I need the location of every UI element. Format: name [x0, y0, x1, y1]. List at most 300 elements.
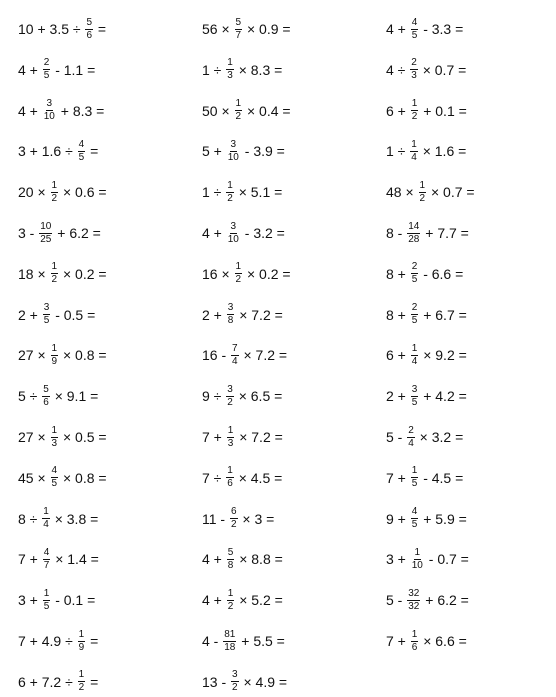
- fraction-numerator: 2: [411, 261, 418, 273]
- fraction-numerator: 7: [232, 342, 238, 354]
- problem-text: 7 ÷: [202, 469, 226, 486]
- math-problem: [386, 381, 467, 411]
- fraction-denominator: 28: [408, 233, 420, 245]
- math-problem: [202, 381, 282, 411]
- fraction: [226, 466, 234, 489]
- problem-text: × 5.1 =: [234, 184, 283, 201]
- problem-text: × 0.8 =: [59, 469, 107, 486]
- fraction-numerator: 1: [227, 465, 233, 477]
- fraction: [407, 589, 420, 612]
- fraction-numerator: 4: [78, 138, 85, 150]
- problem-text: - 0.7 =: [424, 551, 469, 568]
- math-problem: [386, 463, 463, 493]
- fraction: [411, 466, 419, 489]
- fraction-numerator: 1: [227, 424, 234, 436]
- fraction-denominator: 5: [411, 315, 418, 327]
- problem-text: 56 ×: [202, 21, 234, 37]
- math-problem: [18, 422, 107, 452]
- problem-text: 8 -: [386, 225, 407, 241]
- problem-text: × 7.2 =: [239, 347, 288, 364]
- fraction: [226, 385, 234, 408]
- problem-text: + 8.3 =: [56, 102, 105, 119]
- fraction-numerator: 3: [43, 302, 50, 314]
- fraction-denominator: 32: [408, 600, 420, 612]
- fraction-numerator: 3: [232, 669, 238, 681]
- fraction: [411, 99, 419, 122]
- problem-text: - 4.5 =: [419, 469, 464, 486]
- fraction: [231, 344, 239, 367]
- fraction-denominator: 2: [51, 274, 58, 286]
- fraction-denominator: 10: [411, 559, 423, 571]
- fraction-numerator: 1: [43, 587, 50, 599]
- problem-text: 3 -: [18, 225, 39, 241]
- fraction: [43, 589, 51, 612]
- fraction: [419, 181, 427, 204]
- fraction-denominator: 2: [227, 396, 233, 408]
- fraction-numerator: 6: [230, 506, 237, 518]
- fraction: [51, 344, 59, 367]
- fraction-denominator: 5: [411, 478, 418, 490]
- fraction-numerator: 1: [51, 179, 58, 191]
- math-problem: [202, 422, 283, 452]
- problem-text: × 1.6 =: [418, 143, 467, 160]
- fraction: [227, 548, 235, 571]
- math-problem: [202, 136, 285, 166]
- fraction-denominator: 6: [411, 641, 418, 653]
- fraction-numerator: 3: [46, 98, 53, 110]
- fraction-denominator: 5: [411, 396, 418, 408]
- problem-text: 45 ×: [18, 469, 50, 486]
- problem-text: - 3.2 =: [240, 225, 285, 241]
- problem-text: 11 -: [202, 510, 229, 527]
- fraction: [78, 630, 86, 653]
- fraction-denominator: 2: [411, 111, 418, 123]
- fraction-denominator: 4: [232, 355, 238, 367]
- math-problem: [18, 340, 107, 370]
- fraction: [411, 344, 419, 367]
- problem-text: 4 +: [202, 225, 226, 241]
- fraction-numerator: 2: [411, 57, 417, 69]
- fraction: [43, 548, 51, 571]
- math-problem: [202, 259, 291, 289]
- fraction-denominator: 2: [419, 192, 426, 204]
- math-problem: [202, 504, 274, 534]
- math-problem: [202, 544, 283, 574]
- math-problem: [386, 136, 466, 166]
- problem-text: × 8.8 =: [235, 551, 283, 568]
- fraction: [407, 426, 415, 449]
- fraction-numerator: 1: [43, 506, 49, 518]
- fraction-numerator: 5: [43, 383, 49, 395]
- fraction-numerator: 1: [227, 57, 233, 69]
- problem-text: + 7.7 =: [421, 225, 469, 241]
- fraction-denominator: 6: [43, 396, 49, 408]
- problem-text: × 0.9 =: [243, 21, 291, 37]
- fraction: [235, 99, 243, 122]
- fraction: [43, 99, 56, 122]
- fraction: [227, 589, 235, 612]
- fraction-numerator: 1: [419, 179, 426, 191]
- problem-text: - 6.6 =: [419, 265, 464, 282]
- fraction-denominator: 9: [78, 641, 85, 653]
- math-problem: [386, 544, 469, 574]
- fraction-denominator: 2: [227, 600, 234, 612]
- fraction-denominator: 5: [411, 274, 418, 286]
- problem-text: + 0.1 =: [419, 102, 467, 119]
- fraction: [51, 466, 59, 489]
- problem-text: × 6.6 =: [419, 633, 467, 649]
- fraction-denominator: 3: [51, 437, 58, 449]
- problem-text: 50 ×: [202, 102, 234, 119]
- math-problem: [386, 14, 463, 44]
- fraction-denominator: 9: [51, 355, 58, 367]
- problem-text: × 7.2 =: [235, 306, 283, 323]
- problem-text: × 3 =: [238, 510, 275, 527]
- fraction: [51, 262, 59, 285]
- math-problem: [386, 422, 463, 452]
- problem-text: × 0.7 =: [418, 61, 467, 78]
- fraction-numerator: 3: [227, 302, 234, 314]
- fraction: [85, 18, 93, 41]
- fraction-numerator: 32: [408, 587, 420, 599]
- fraction: [410, 58, 418, 81]
- fraction-numerator: 2: [408, 424, 414, 436]
- math-problem: [386, 585, 469, 615]
- problem-text: 4 +: [386, 21, 410, 37]
- problem-text: 7 + 4.9 ÷: [18, 633, 77, 649]
- fraction-denominator: 2: [235, 111, 242, 123]
- fraction-denominator: 4: [411, 355, 418, 367]
- fraction-denominator: 10: [43, 111, 55, 123]
- fraction-denominator: 3: [227, 70, 233, 82]
- math-problem: [18, 504, 98, 534]
- fraction-denominator: 25: [40, 233, 52, 245]
- fraction-numerator: 1: [51, 342, 58, 354]
- fraction-numerator: 5: [86, 16, 93, 28]
- problem-text: + 5.5 =: [237, 633, 285, 649]
- fraction: [226, 181, 234, 204]
- fraction-denominator: 4: [411, 151, 417, 163]
- fraction: [411, 630, 419, 653]
- fraction-numerator: 3: [227, 383, 233, 395]
- math-problem: [202, 218, 285, 248]
- fraction-denominator: 4: [408, 437, 414, 449]
- problem-text: 27 ×: [18, 429, 50, 445]
- problem-text: 8 +: [386, 306, 410, 323]
- math-problem: [18, 96, 104, 126]
- fraction-denominator: 2: [51, 192, 58, 204]
- fraction: [411, 548, 424, 571]
- problem-text: 9 +: [386, 510, 410, 527]
- problem-text: =: [94, 21, 107, 37]
- problem-text: × 4.9 =: [239, 673, 288, 690]
- problem-text: - 1.1 =: [51, 61, 96, 78]
- problem-text: × 7.2 =: [235, 429, 283, 445]
- math-problem: [18, 544, 99, 574]
- fraction-numerator: 1: [411, 98, 418, 110]
- fraction: [42, 507, 50, 530]
- fraction-numerator: 5: [227, 546, 234, 558]
- fraction-denominator: 3: [411, 70, 417, 82]
- problem-text: 7 +: [18, 551, 42, 568]
- fraction-denominator: 2: [235, 274, 242, 286]
- fraction-denominator: 5: [411, 519, 418, 531]
- fraction-numerator: 1: [78, 669, 85, 681]
- math-problem: [386, 300, 467, 330]
- fraction-denominator: 10: [227, 151, 239, 163]
- fraction-denominator: 10: [227, 233, 239, 245]
- fraction-numerator: 1: [414, 546, 421, 558]
- problem-text: 16 ×: [202, 265, 234, 282]
- fraction-denominator: 8: [227, 559, 234, 571]
- fraction: [411, 507, 419, 530]
- problem-text: × 0.2 =: [59, 265, 107, 282]
- problem-text: 7 +: [386, 633, 410, 649]
- problem-text: × 1.4 =: [51, 551, 99, 568]
- fraction-numerator: 5: [235, 16, 242, 28]
- fraction-denominator: 4: [43, 519, 49, 531]
- fraction-numerator: 1: [51, 424, 58, 436]
- problem-text: 2 +: [386, 388, 410, 405]
- problem-text: 8 ÷: [18, 510, 42, 527]
- math-problem: [202, 177, 282, 207]
- problem-text: × 3.2 =: [415, 429, 464, 445]
- math-problem: [18, 585, 95, 615]
- problem-text: 4 +: [18, 61, 42, 78]
- problem-text: 5 ÷: [18, 388, 42, 405]
- fraction: [43, 58, 51, 81]
- fraction-denominator: 7: [43, 559, 50, 571]
- fraction-numerator: 4: [411, 16, 418, 28]
- fraction: [78, 140, 86, 163]
- problem-text: 3 +: [18, 592, 42, 609]
- fraction-denominator: 2: [78, 682, 85, 694]
- math-problem: [18, 55, 95, 85]
- fraction-numerator: 4: [411, 506, 418, 518]
- problem-text: 3 + 1.6 ÷: [18, 143, 77, 160]
- fraction: [39, 222, 52, 245]
- fraction: [235, 262, 243, 285]
- math-problem: [18, 463, 107, 493]
- problem-text: × 9.2 =: [419, 347, 467, 364]
- problem-text: 4 +: [202, 551, 226, 568]
- problem-text: 1 ÷: [386, 143, 410, 160]
- problem-text: × 9.1 =: [50, 388, 99, 405]
- problem-text: 4 +: [202, 592, 226, 609]
- problem-text: × 0.2 =: [243, 265, 291, 282]
- fraction-denominator: 5: [43, 70, 50, 82]
- fraction-numerator: 1: [235, 98, 242, 110]
- fraction: [227, 140, 240, 163]
- problem-text: 7 +: [386, 469, 410, 486]
- fraction: [230, 507, 238, 530]
- problem-text: 4 +: [18, 102, 42, 119]
- problem-text: + 6.7 =: [419, 306, 467, 323]
- fraction-denominator: 18: [224, 641, 236, 653]
- problem-text: + 6.2 =: [421, 592, 469, 609]
- problem-text: 48 ×: [386, 184, 418, 201]
- fraction-numerator: 3: [411, 383, 418, 395]
- problem-text: 6 +: [386, 102, 410, 119]
- math-problem: [202, 14, 291, 44]
- fraction-denominator: 5: [43, 600, 50, 612]
- math-problem: [202, 463, 282, 493]
- problem-text: 8 +: [386, 265, 410, 282]
- fraction-numerator: 1: [411, 465, 418, 477]
- fraction-denominator: 7: [235, 29, 242, 41]
- problem-text: 18 ×: [18, 265, 50, 282]
- fraction-numerator: 81: [224, 628, 236, 640]
- fraction: [410, 140, 418, 163]
- problem-text: + 6.2 =: [53, 225, 101, 241]
- problem-text: =: [86, 633, 99, 649]
- problem-text: - 0.5 =: [51, 306, 96, 323]
- fraction: [42, 385, 50, 408]
- fraction-numerator: 4: [51, 465, 58, 477]
- problem-text: - 3.9 =: [240, 143, 285, 160]
- math-problem: [386, 55, 466, 85]
- math-problem: [18, 381, 98, 411]
- math-problem: [386, 177, 475, 207]
- problem-text: 27 ×: [18, 347, 50, 364]
- problem-text: 13 -: [202, 673, 231, 690]
- math-problem: [202, 585, 283, 615]
- fraction: [411, 18, 419, 41]
- problem-text: × 0.6 =: [59, 184, 107, 201]
- problem-text: × 8.3 =: [234, 61, 283, 78]
- problem-text: × 0.8 =: [59, 347, 107, 364]
- problem-text: × 0.7 =: [427, 184, 475, 201]
- problem-text: =: [86, 143, 99, 160]
- problem-text: × 4.5 =: [234, 469, 283, 486]
- problem-text: 5 -: [386, 592, 407, 609]
- math-problem: [18, 259, 107, 289]
- fraction-numerator: 10: [40, 220, 52, 232]
- fraction: [411, 303, 419, 326]
- fraction-numerator: 2: [411, 302, 418, 314]
- fraction: [223, 630, 236, 653]
- fraction-numerator: 1: [227, 587, 234, 599]
- fraction-denominator: 2: [232, 682, 238, 694]
- math-problem: [386, 504, 467, 534]
- problem-text: 4 -: [202, 633, 223, 649]
- problem-text: 6 + 7.2 ÷: [18, 673, 77, 690]
- math-problem: [202, 55, 282, 85]
- problem-text: × 3.8 =: [50, 510, 99, 527]
- problem-text: 6 +: [386, 347, 410, 364]
- math-problem: [386, 626, 467, 656]
- math-problem: [18, 14, 106, 44]
- math-problem: [202, 667, 287, 697]
- problem-text: 20 ×: [18, 184, 50, 201]
- fraction: [235, 18, 243, 41]
- fraction-numerator: 1: [235, 261, 242, 273]
- fraction-numerator: 1: [411, 342, 418, 354]
- problem-text: 1 ÷: [202, 184, 226, 201]
- math-problem: [18, 136, 98, 166]
- fraction: [407, 222, 420, 245]
- problem-text: + 5.9 =: [419, 510, 467, 527]
- problem-text: + 4.2 =: [419, 388, 467, 405]
- math-problem: [202, 626, 285, 656]
- problem-text: - 3.3 =: [419, 21, 464, 37]
- fraction-numerator: 1: [227, 179, 233, 191]
- problem-text: 10 + 3.5 ÷: [18, 21, 85, 37]
- math-problem: [386, 340, 467, 370]
- fraction: [226, 58, 234, 81]
- fraction: [43, 303, 51, 326]
- fraction: [51, 181, 59, 204]
- math-problem: [386, 96, 467, 126]
- problem-text: 7 +: [202, 429, 226, 445]
- fraction: [411, 262, 419, 285]
- problem-text: 3 +: [386, 551, 410, 568]
- fraction-denominator: 3: [227, 437, 234, 449]
- problem-text: × 5.2 =: [235, 592, 283, 609]
- fraction: [227, 303, 235, 326]
- math-problem: [18, 667, 98, 697]
- fraction-denominator: 5: [411, 29, 418, 41]
- math-problem: [386, 218, 469, 248]
- fraction-numerator: 2: [43, 57, 50, 69]
- problem-text: 16 -: [202, 347, 231, 364]
- fraction-denominator: 6: [227, 478, 233, 490]
- fraction-numerator: 1: [411, 138, 417, 150]
- fraction-numerator: 14: [408, 220, 420, 232]
- problem-text: 4 ÷: [386, 61, 410, 78]
- math-problem: [202, 300, 283, 330]
- problem-text: - 0.1 =: [51, 592, 96, 609]
- fraction-denominator: 5: [78, 151, 85, 163]
- math-problem: [18, 218, 101, 248]
- fraction-numerator: 1: [411, 628, 418, 640]
- problem-text: 1 ÷: [202, 61, 226, 78]
- fraction-numerator: 4: [43, 546, 50, 558]
- fraction-denominator: 8: [227, 315, 234, 327]
- fraction-numerator: 3: [230, 220, 237, 232]
- fraction: [411, 385, 419, 408]
- problem-text: 9 ÷: [202, 388, 226, 405]
- fraction-denominator: 6: [86, 29, 93, 41]
- fraction-numerator: 3: [230, 138, 237, 150]
- fraction: [227, 222, 240, 245]
- fraction: [231, 670, 239, 693]
- fraction-denominator: 5: [43, 315, 50, 327]
- math-problem: [18, 300, 95, 330]
- math-problem: [18, 626, 98, 656]
- fraction-numerator: 1: [78, 628, 85, 640]
- fraction: [78, 670, 86, 693]
- problem-text: 2 +: [18, 306, 42, 323]
- fraction: [227, 426, 235, 449]
- fraction: [51, 426, 59, 449]
- math-problem: [386, 259, 463, 289]
- problem-text: 5 -: [386, 429, 407, 445]
- problem-text: =: [86, 673, 99, 690]
- fraction-denominator: 2: [230, 519, 237, 531]
- fraction-numerator: 1: [51, 261, 58, 273]
- problem-text: × 0.4 =: [243, 102, 291, 119]
- problem-text: × 0.5 =: [59, 429, 107, 445]
- math-problem: [202, 96, 291, 126]
- math-problem: [202, 340, 287, 370]
- problem-text: × 6.5 =: [234, 388, 283, 405]
- problem-text: 5 +: [202, 143, 226, 160]
- fraction-denominator: 5: [51, 478, 58, 490]
- fraction-denominator: 2: [227, 192, 233, 204]
- problem-text: 2 +: [202, 306, 226, 323]
- math-problem: [18, 177, 107, 207]
